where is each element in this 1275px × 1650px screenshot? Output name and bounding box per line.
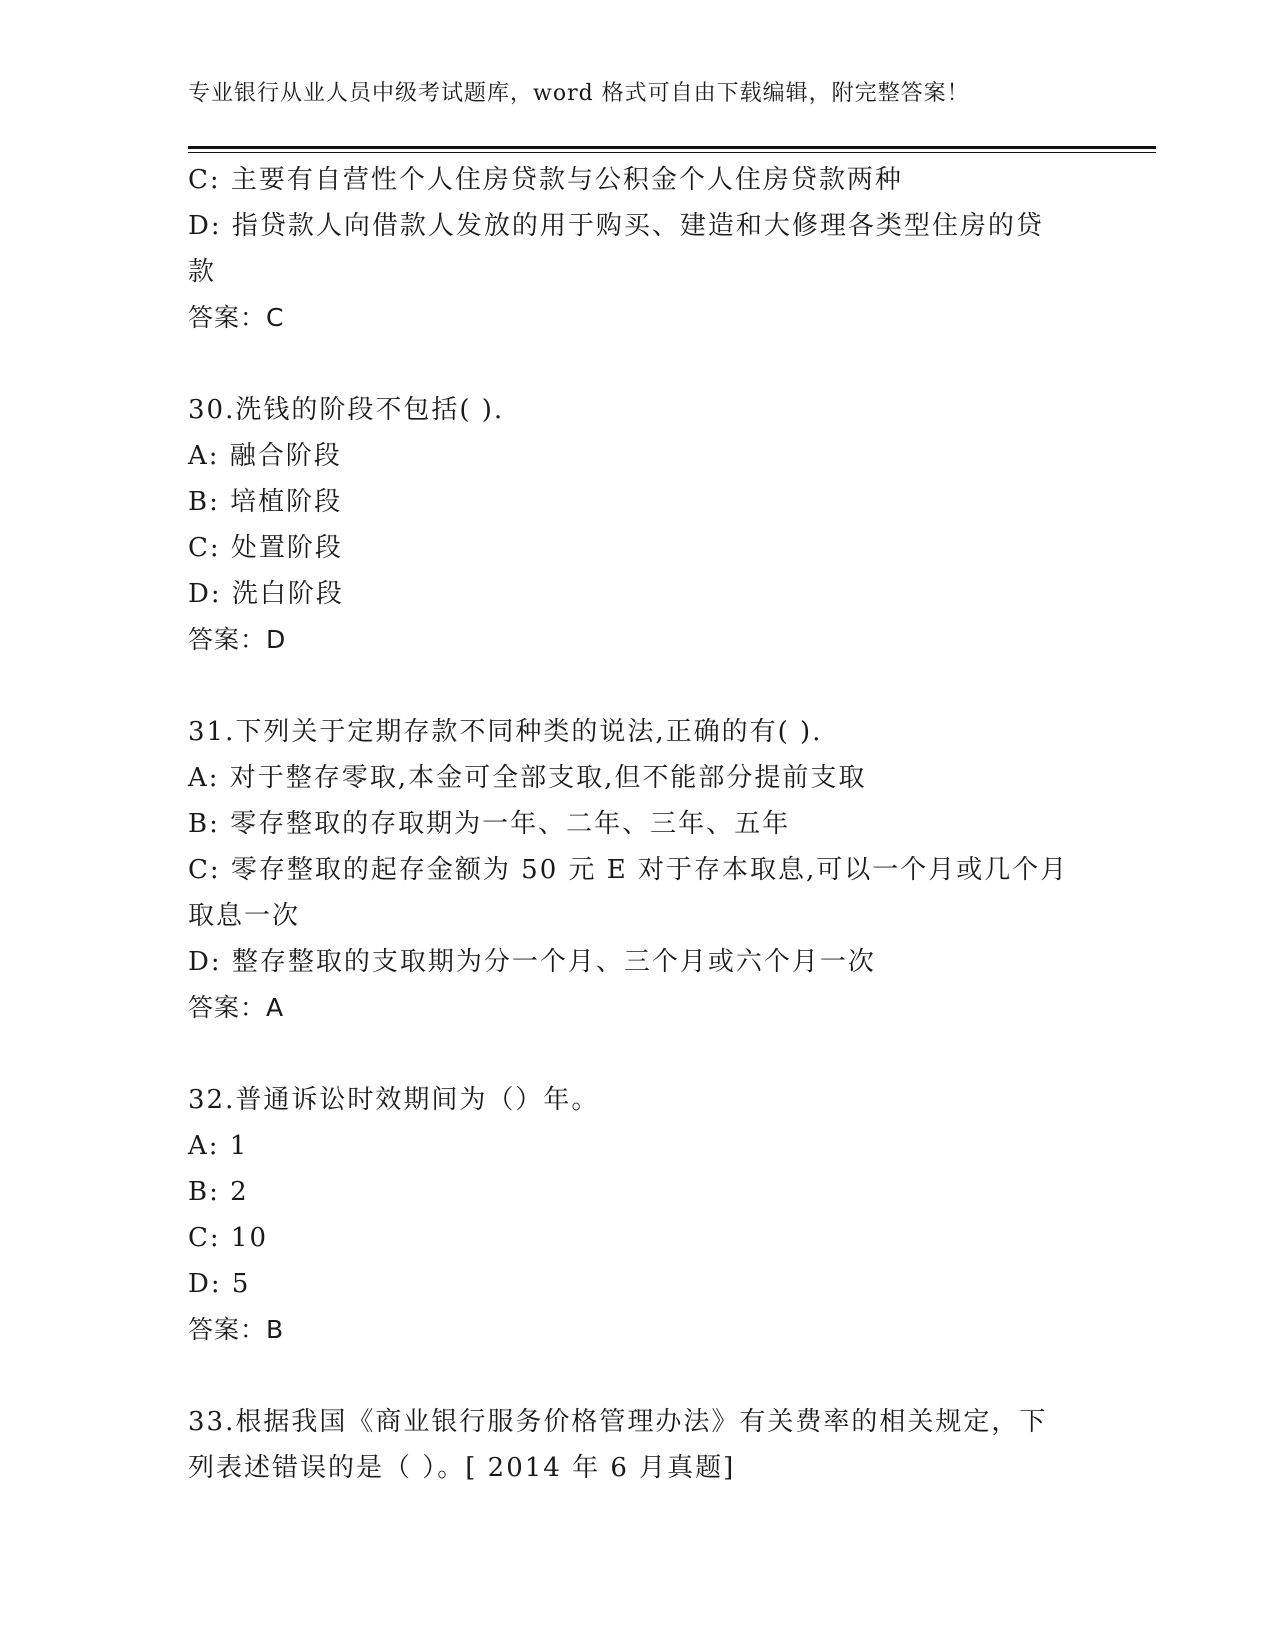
question-title: 32.普通诉讼时效期间为（）年。 bbox=[188, 1085, 600, 1115]
header-rule-thin bbox=[188, 152, 1156, 153]
question-31 bbox=[188, 709, 1088, 1031]
option-c-continued: 取息一次 bbox=[188, 901, 301, 931]
question-content bbox=[188, 157, 1088, 1491]
option-c: C: 零存整取的起存金额为 50 元 E 对于存本取息,可以一个月或几个月 bbox=[188, 855, 1069, 885]
option-a: A: 融合阶段 bbox=[188, 441, 342, 471]
option-b: B: 2 bbox=[188, 1177, 249, 1207]
answer-line: 答案：B bbox=[188, 1315, 285, 1344]
option-b: B: 零存整取的存取期为一年、二年、三年、五年 bbox=[188, 809, 791, 839]
question-title: 31.下列关于定期存款不同种类的说法,正确的有( ). bbox=[188, 717, 823, 747]
option-d: D: 洗白阶段 bbox=[188, 579, 344, 609]
option-line: D: 指贷款人向借款人发放的用于购买、建造和大修理各类型住房的贷 bbox=[188, 211, 1044, 241]
option-b: B: 培植阶段 bbox=[188, 487, 343, 517]
option-c: C: 处置阶段 bbox=[188, 533, 343, 563]
option-a: A: 1 bbox=[188, 1131, 249, 1161]
question-title: 30.洗钱的阶段不包括( ). bbox=[188, 395, 505, 425]
option-line: C: 主要有自营性个人住房贷款与公积金个人住房贷款两种 bbox=[188, 165, 903, 195]
question-32 bbox=[188, 1077, 1088, 1353]
answer-line: 答案：C bbox=[188, 303, 285, 332]
header-rule-thick bbox=[188, 146, 1156, 149]
question-33 bbox=[188, 1399, 1088, 1491]
option-line-continued: 款 bbox=[188, 257, 217, 287]
option-a: A: 对于整存零取,本金可全部支取,但不能部分提前支取 bbox=[188, 763, 867, 793]
answer-line: 答案：A bbox=[188, 993, 285, 1022]
question-title: 33.根据我国《商业银行服务价格管理办法》有关费率的相关规定，下 bbox=[188, 1407, 1048, 1437]
page-header: 专业银行从业人员中级考试题库，word 格式可自由下载编辑，附完整答案！ bbox=[188, 81, 970, 106]
question-gap bbox=[188, 663, 1088, 709]
answer-line: 答案：D bbox=[188, 625, 287, 654]
option-c: C: 10 bbox=[188, 1223, 269, 1253]
option-d: D: 整存整取的支取期为分一个月、三个月或六个月一次 bbox=[188, 947, 876, 977]
question-gap bbox=[188, 1353, 1088, 1399]
question-gap bbox=[188, 1031, 1088, 1077]
question-gap bbox=[188, 341, 1088, 387]
option-d: D: 5 bbox=[188, 1269, 251, 1299]
question-30 bbox=[188, 387, 1088, 663]
prev-question bbox=[188, 157, 1088, 341]
question-title-continued: 列表述错误的是（ ）。[ 2014 年 6 月真题] bbox=[188, 1453, 736, 1483]
